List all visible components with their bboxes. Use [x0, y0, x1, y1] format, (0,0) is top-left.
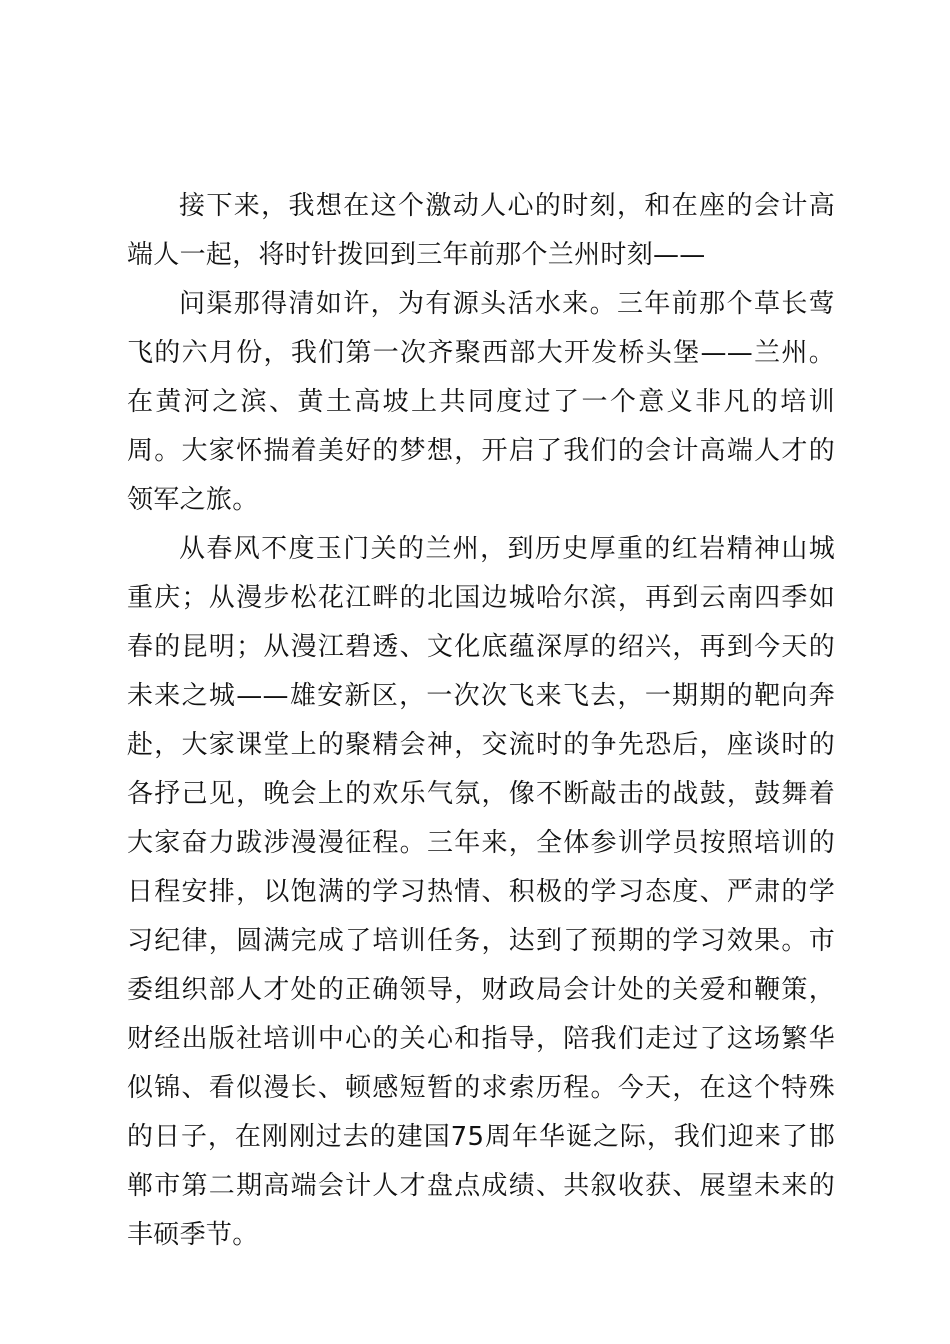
paragraph-3: 从春风不度玉门关的兰州，到历史厚重的红岩精神山城重庆；从漫步松花江畔的北国边城哈尔滨，再到云南四季如春的昆明；从漫江碧透、文化底蕴深厚的绍兴，再到今天的未来之城——雄安新区，一次次飞来飞去，一期期的靶向奔赴，大家课堂上的聚精会神，交流时的争先恐后，座谈时的各抒己见，晚会上的欢乐气氛，像不断敲击的战鼓，鼓舞着大家奋力跋涉漫漫征程。三年来，全体参训学员按照培训的日程安排，以饱满的学习热情、积极的学习态度、严肃的学习纪律，圆满完成了培训任务，达到了预期的学习效果。市委组织部人才处的正确领导，财政局会计处的关爱和鞭策，财经出版社培训中心的关心和指导，陪我们走过了这场繁华似锦、看似漫长、顿感短暂的求索历程。今天，在这个特殊的日子，在刚刚过去的建国75周年华诞之际，我们迎来了邯郸市第二期高端会计人才盘点成绩、共叙收获、展望未来的丰硕季节。: [127, 534, 835, 1250]
paragraph-1: 接下来，我想在这个激动人心的时刻，和在座的会计高端人一起，将时针拨回到三年前那个兰州时刻——: [127, 191, 835, 270]
paragraph-2: 问渠那得清如许，为有源头活水来。三年前那个草长莺飞的六月份，我们第一次齐聚西部大开发桥头堡——兰州。在黄河之滨、黄土高坡上共同度过了一个意义非凡的培训周。大家怀揣着美好的梦想，开启了我们的会计高端人才的领军之旅。: [127, 289, 835, 515]
document-body: [127, 182, 835, 1260]
